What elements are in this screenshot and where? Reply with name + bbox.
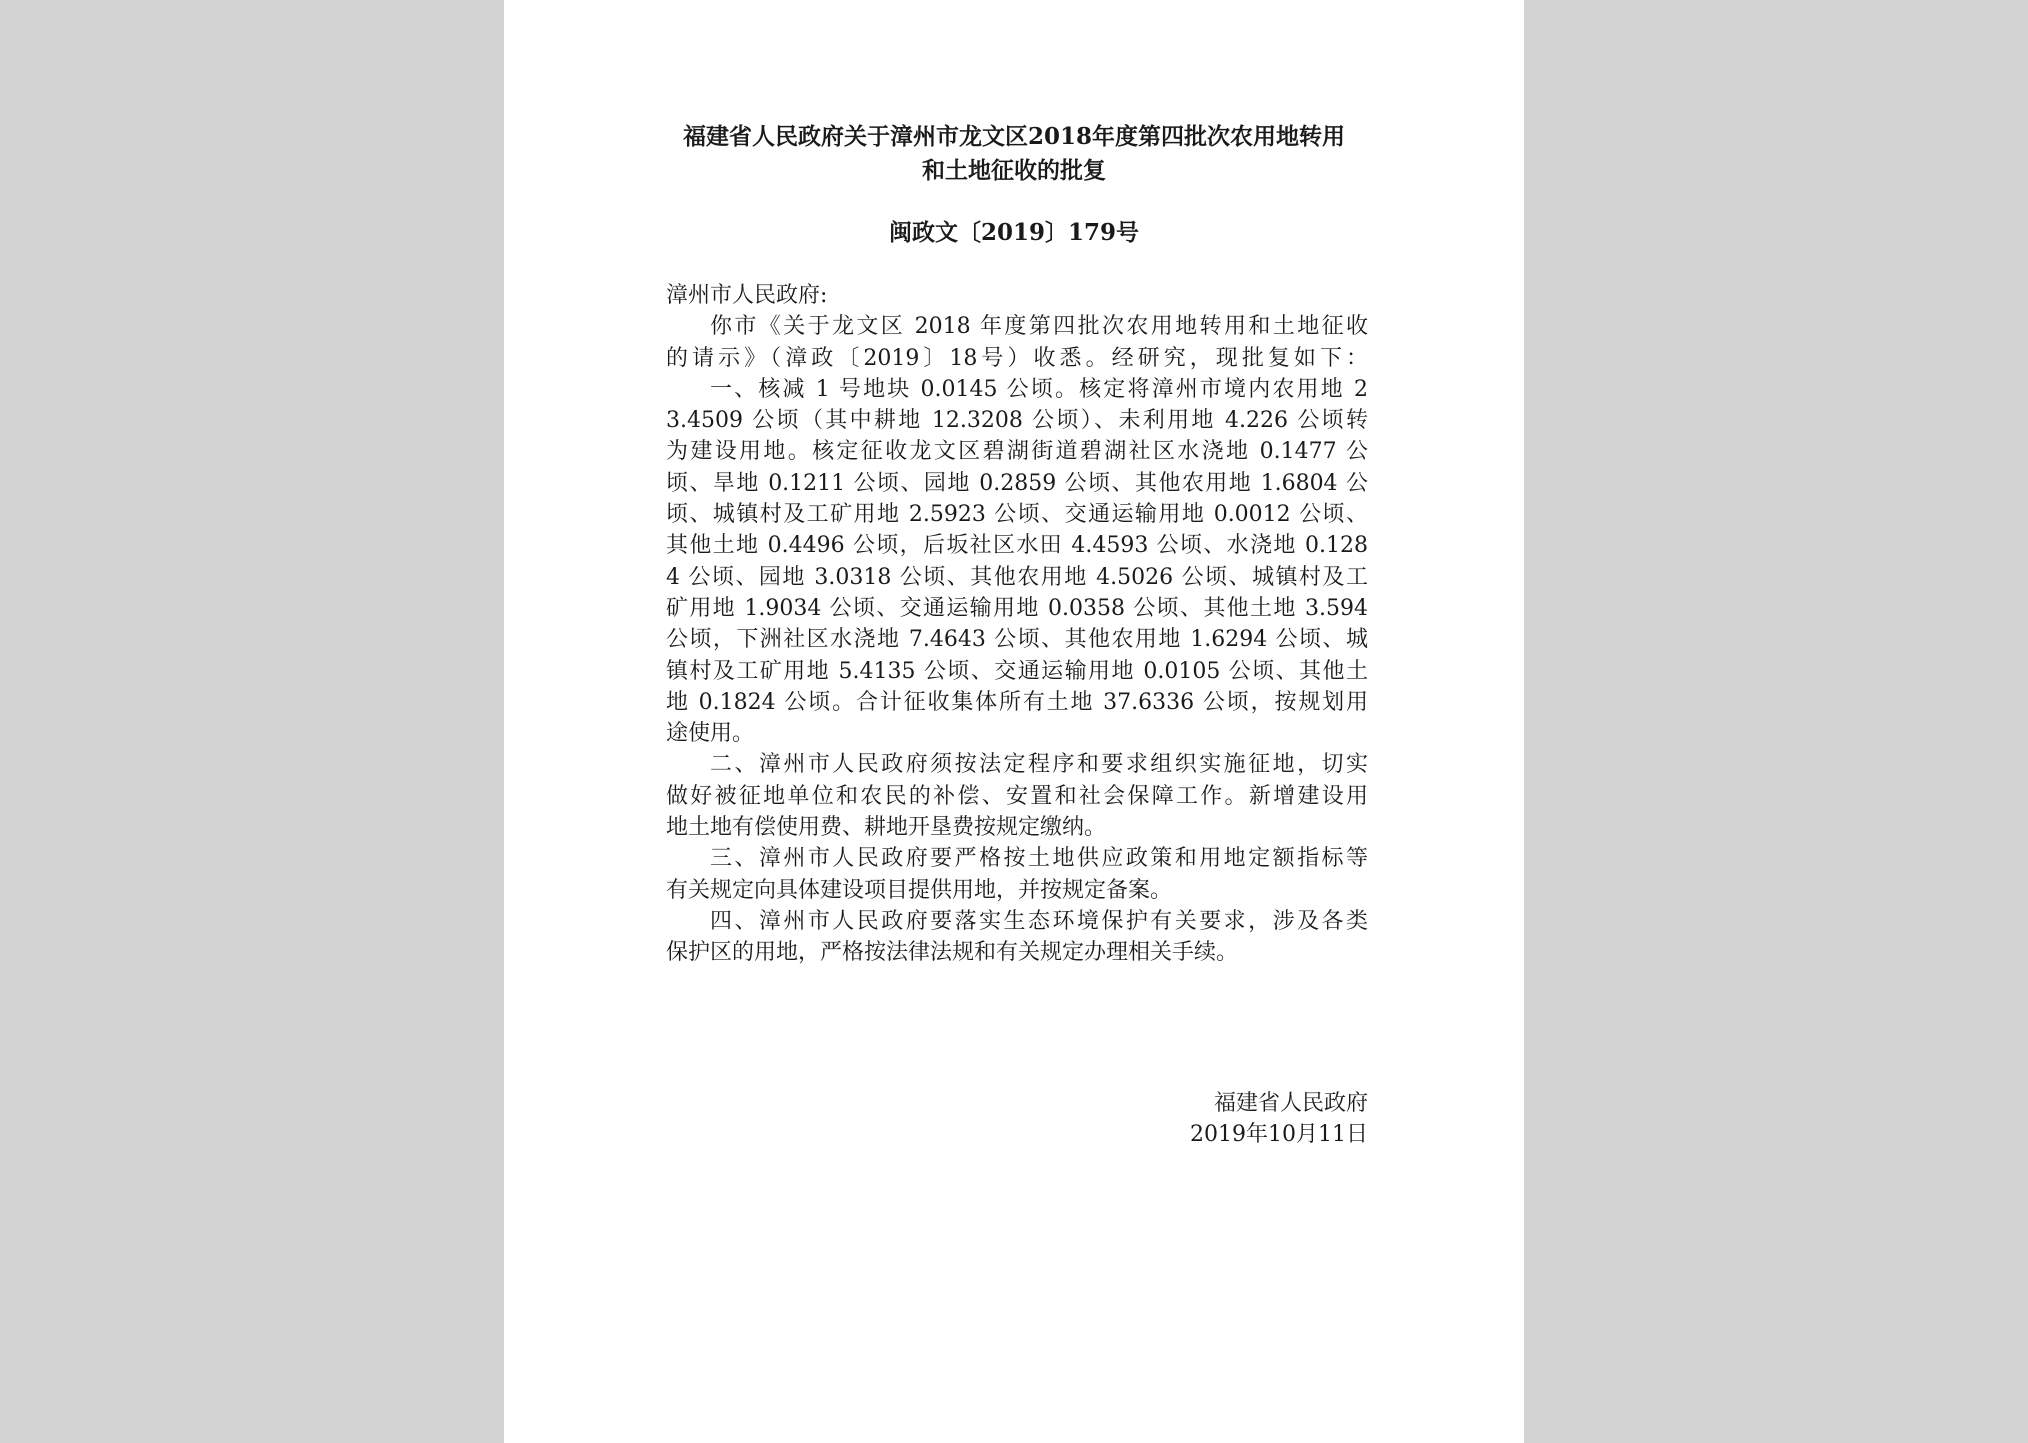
body-line: 有关规定向具体建设项目提供用地，并按规定备案。 [666,877,1173,903]
body-line: 二、漳州市人民政府须按法定程序和要求组织实施征地，切实 [710,752,1368,778]
document-title [664,120,1364,188]
signature-org: 福建省人民政府 [1213,1091,1368,1116]
document-number: 闽政文〔2019〕179号 [888,219,1140,246]
document-page [504,0,1524,1443]
body-line: 顷、旱地 0.1211 公顷、园地 0.2859 公顷、其他农用地 1.6804 公 [666,470,1368,496]
body-line: 你市《关于龙文区 2018 年度第四批次农用地转用和土地征收 [710,314,1368,340]
title-line-2: 和土地征收的批复 [922,157,1106,184]
body-line: 三、漳州市人民政府要严格按土地供应政策和用地定额指标等 [710,846,1368,872]
signature-date: 2019年10月11日 [1190,1122,1368,1147]
salutation: 漳州市人民政府: [666,283,828,308]
body-line: 顷、城镇村及工矿用地 2.5923 公顷、交通运输用地 0.0012 公顷、 [666,502,1368,528]
body-line: 其他土地 0.4496 公顷，后坂社区水田 4.4593 公顷、水浇地 0.128 [666,533,1368,559]
body-line: 矿用地 1.9034 公顷、交通运输用地 0.0358 公顷、其他土地 3.594 [666,595,1368,621]
signature-block [1064,1088,1368,1150]
body-line: 3.4509 公顷（其中耕地 12.3208 公顷）、未利用地 4.226 公顷转 [666,408,1368,434]
body-line: 途使用。 [666,721,755,747]
body-line: 做好被征地单位和农民的补偿、安置和社会保障工作。新增建设用 [666,783,1368,809]
body-line: 镇村及工矿用地 5.4135 公顷、交通运输用地 0.0105 公顷、其他土 [666,658,1368,684]
body-line: 保护区的用地，严格按法律法规和有关规定办理相关手续。 [666,940,1239,966]
body-line: 的请示》（漳政〔2019〕18号）收悉。经研究，现批复如下： [666,345,1368,371]
body-line: 地土地有偿使用费、耕地开垦费按规定缴纳。 [666,815,1107,841]
body-line: 四、漳州市人民政府要落实生态环境保护有关要求，涉及各类 [710,908,1368,934]
body-line: 一、核减 1 号地块 0.0145 公顷。核定将漳州市境内农用地 2 [710,376,1368,402]
body-line: 地 0.1824 公顷。合计征收集体所有土地 37.6336 公顷，按规划用 [666,689,1368,715]
body-line: 4 公顷、园地 3.0318 公顷、其他农用地 4.5026 公顷、城镇村及工 [666,564,1368,590]
title-line-1: 福建省人民政府关于漳州市龙文区2018年度第四批次农用地转用 [682,123,1345,150]
body-line: 公顷，下洲社区水浇地 7.4643 公顷、其他农用地 1.6294 公顷、城 [666,627,1368,653]
document-body [666,280,1368,969]
body-line: 为建设用地。核定征收龙文区碧湖街道碧湖社区水浇地 0.1477 公 [666,439,1368,465]
